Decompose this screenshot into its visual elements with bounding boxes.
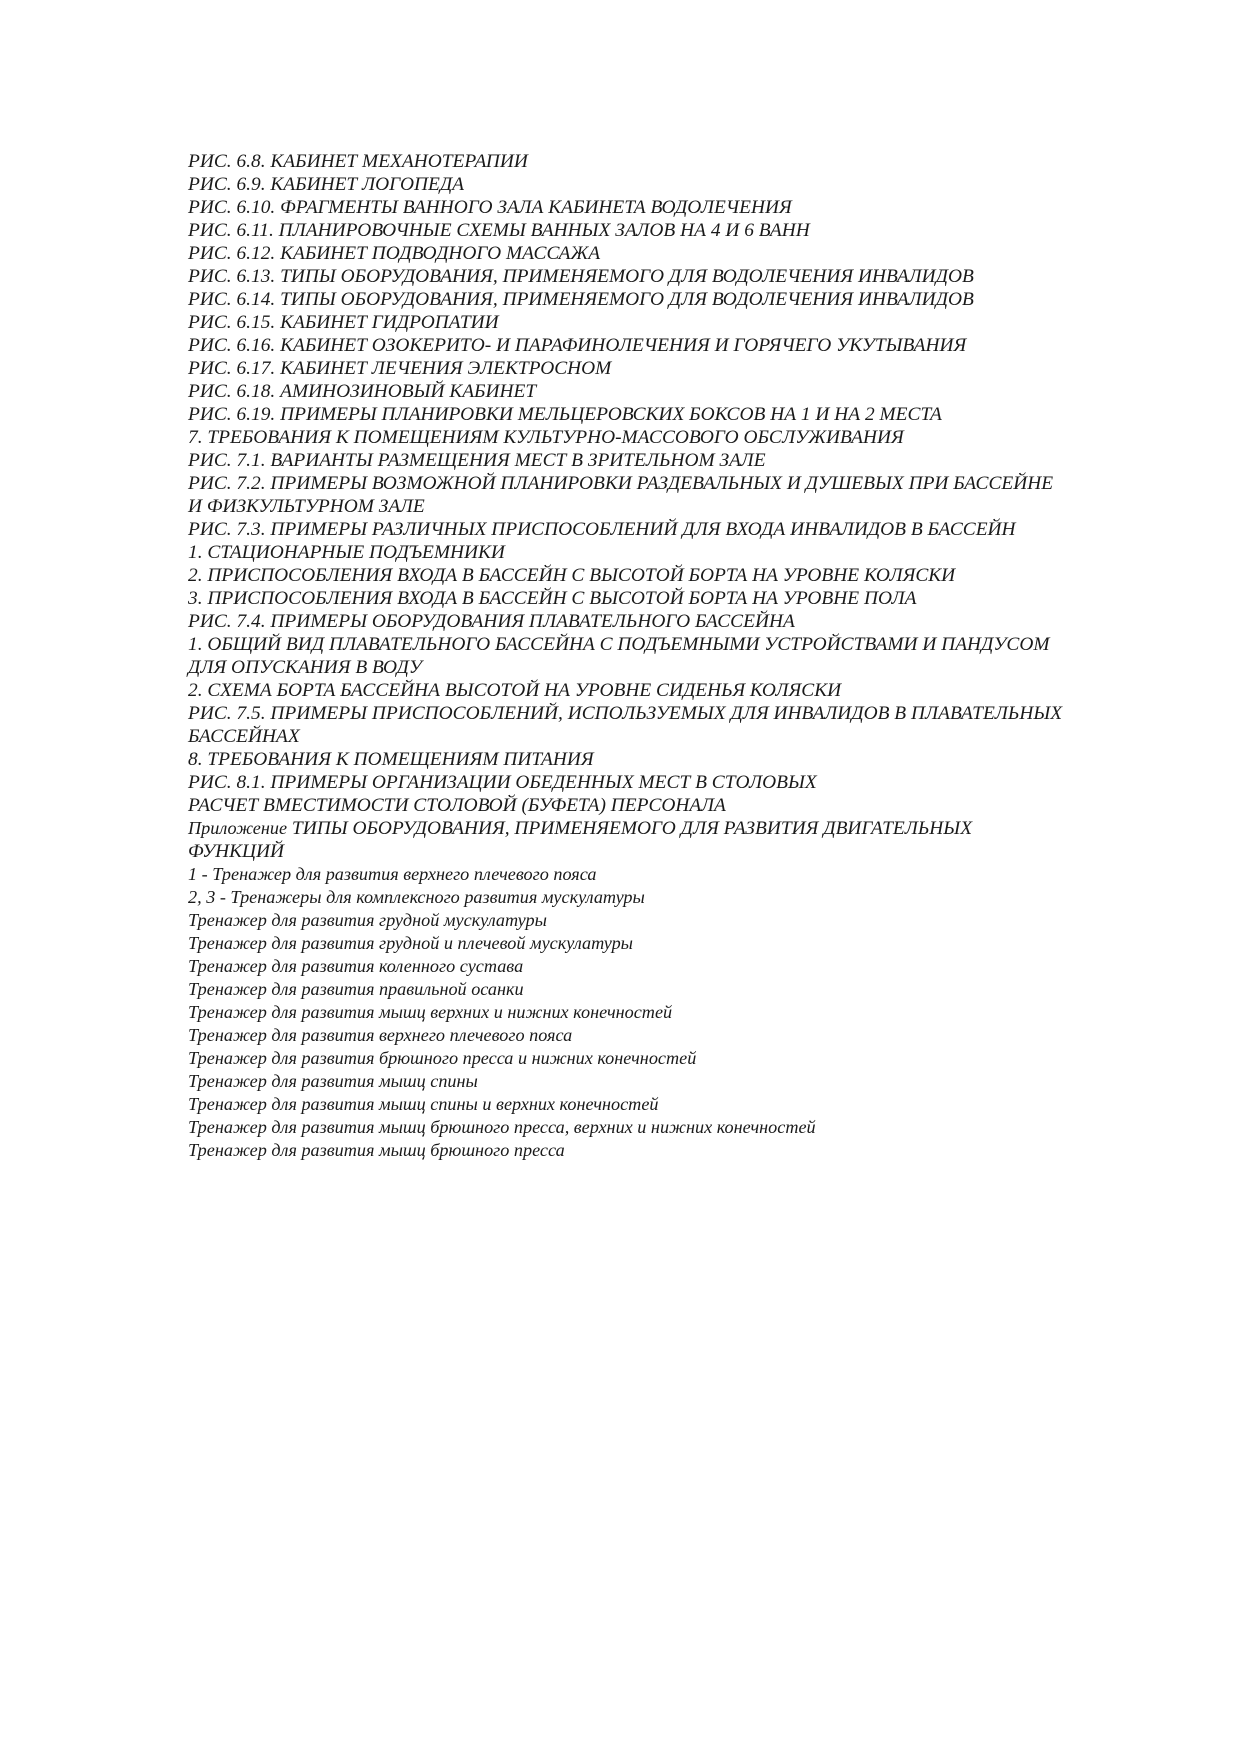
equipment-item[interactable]: Тренажер для развития грудной и плечевой мускулатуры	[188, 933, 633, 953]
toc-entry[interactable]: РИС. 7.1. ВАРИАНТЫ РАЗМЕЩЕНИЯ МЕСТ В ЗРИТЕЛЬНОМ ЗАЛЕ	[188, 450, 766, 471]
toc-entry[interactable]: РИС. 6.13. ТИПЫ ОБОРУДОВАНИЯ, ПРИМЕНЯЕМОГО ДЛЯ ВОДОЛЕЧЕНИЯ ИНВАЛИДОВ	[188, 266, 974, 287]
toc-entry[interactable]: РИС. 6.14. ТИПЫ ОБОРУДОВАНИЯ, ПРИМЕНЯЕМОГО ДЛЯ ВОДОЛЕЧЕНИЯ ИНВАЛИДОВ	[188, 289, 974, 310]
equipment-item[interactable]: Тренажер для развития брюшного пресса и нижних конечностей	[188, 1048, 697, 1068]
toc-entry[interactable]: РИС. 7.4. ПРИМЕРЫ ОБОРУДОВАНИЯ ПЛАВАТЕЛЬНОГО БАССЕЙНА	[188, 611, 795, 632]
toc-entry[interactable]: РИС. 7.2. ПРИМЕРЫ ВОЗМОЖНОЙ ПЛАНИРОВКИ РАЗДЕВАЛЬНЫХ И ДУШЕВЫХ ПРИ БАССЕЙНЕ И ФИЗКУЛЬТУРНОМ ЗАЛЕ	[188, 473, 1054, 517]
toc-subentry[interactable]: 2. ПРИСПОСОБЛЕНИЯ ВХОДА В БАССЕЙН С ВЫСОТОЙ БОРТА НА УРОВНЕ КОЛЯСКИ	[188, 565, 956, 586]
equipment-item[interactable]: Тренажер для развития мышц спины и верхних конечностей	[188, 1094, 659, 1114]
toc-entry[interactable]: РИС. 6.8. КАБИНЕТ МЕХАНОТЕРАПИИ	[188, 151, 528, 172]
appendix-prefix: Приложение	[188, 818, 288, 838]
equipment-item[interactable]: 1 - Тренажер для развития верхнего плечевого пояса	[188, 864, 597, 884]
toc-subentry[interactable]: 2. СХЕМА БОРТА БАССЕЙНА ВЫСОТОЙ НА УРОВНЕ СИДЕНЬЯ КОЛЯСКИ	[188, 680, 842, 701]
equipment-item[interactable]: Тренажер для развития мышц верхних и нижних конечностей	[188, 1002, 673, 1022]
equipment-item[interactable]: Тренажер для развития мышц брюшного пресса	[188, 1140, 565, 1160]
toc-appendix-entry[interactable]	[188, 817, 1068, 863]
toc-subentry[interactable]: 3. ПРИСПОСОБЛЕНИЯ ВХОДА В БАССЕЙН С ВЫСОТОЙ БОРТА НА УРОВНЕ ПОЛА	[188, 588, 917, 609]
equipment-item[interactable]: Тренажер для развития верхнего плечевого пояса	[188, 1025, 573, 1045]
equipment-item[interactable]: Тренажер для развития коленного сустава	[188, 956, 524, 976]
toc-section-heading[interactable]: 8. ТРЕБОВАНИЯ К ПОМЕЩЕНИЯМ ПИТАНИЯ	[188, 749, 594, 770]
toc-subentry[interactable]: 1. СТАЦИОНАРНЫЕ ПОДЪЕМНИКИ	[188, 542, 505, 563]
toc-entry[interactable]: РИС. 6.11. ПЛАНИРОВОЧНЫЕ СХЕМЫ ВАННЫХ ЗАЛОВ НА 4 И 6 ВАНН	[188, 220, 810, 241]
toc-entry[interactable]: РИС. 6.18. АМИНОЗИНОВЫЙ КАБИНЕТ	[188, 381, 537, 402]
toc-entry[interactable]: РИС. 6.10. ФРАГМЕНТЫ ВАННОГО ЗАЛА КАБИНЕТА ВОДОЛЕЧЕНИЯ	[188, 197, 792, 218]
toc-section-heading[interactable]: 7. ТРЕБОВАНИЯ К ПОМЕЩЕНИЯМ КУЛЬТУРНО-МАССОВОГО ОБСЛУЖИВАНИЯ	[188, 427, 904, 448]
toc-entry[interactable]: РИС. 7.3. ПРИМЕРЫ РАЗЛИЧНЫХ ПРИСПОСОБЛЕНИЙ ДЛЯ ВХОДА ИНВАЛИДОВ В БАССЕЙН	[188, 519, 1016, 540]
toc-entry[interactable]: РИС. 6.9. КАБИНЕТ ЛОГОПЕДА	[188, 174, 464, 195]
toc-entry[interactable]: РИС. 6.19. ПРИМЕРЫ ПЛАНИРОВКИ МЕЛЬЦЕРОВСКИХ БОКСОВ НА 1 И НА 2 МЕСТА	[188, 404, 942, 425]
toc-entry[interactable]: РИС. 8.1. ПРИМЕРЫ ОРГАНИЗАЦИИ ОБЕДЕННЫХ МЕСТ В СТОЛОВЫХ	[188, 772, 817, 793]
toc-entry[interactable]: РИС. 6.16. КАБИНЕТ ОЗОКЕРИТО- И ПАРАФИНОЛЕЧЕНИЯ И ГОРЯЧЕГО УКУТЫВАНИЯ	[188, 335, 967, 356]
toc-entry[interactable]: РИС. 7.5. ПРИМЕРЫ ПРИСПОСОБЛЕНИЙ, ИСПОЛЬЗУЕМЫХ ДЛЯ ИНВАЛИДОВ В ПЛАВАТЕЛЬНЫХ БАССЕЙНАХ	[188, 703, 1063, 747]
toc-entry[interactable]: РИС. 6.17. КАБИНЕТ ЛЕЧЕНИЯ ЭЛЕКТРОСНОМ	[188, 358, 612, 379]
equipment-item[interactable]: Тренажер для развития правильной осанки	[188, 979, 524, 999]
equipment-item[interactable]: Тренажер для развития грудной мускулатуры	[188, 910, 547, 930]
appendix-title: ТИПЫ ОБОРУДОВАНИЯ, ПРИМЕНЯЕМОГО ДЛЯ РАЗВИТИЯ ДВИГАТЕЛЬНЫХ ФУНКЦИЙ	[188, 818, 973, 862]
equipment-item[interactable]: Тренажер для развития мышц спины	[188, 1071, 478, 1091]
toc-entry[interactable]: РИС. 6.15. КАБИНЕТ ГИДРОПАТИИ	[188, 312, 499, 333]
equipment-item[interactable]: 2, 3 - Тренажеры для комплексного развития мускулатуры	[188, 887, 645, 907]
equipment-item[interactable]: Тренажер для развития мышц брюшного пресса, верхних и нижних конечностей	[188, 1117, 816, 1137]
toc-subentry[interactable]: 1. ОБЩИЙ ВИД ПЛАВАТЕЛЬНОГО БАССЕЙНА С ПОДЪЕМНЫМИ УСТРОЙСТВАМИ И ПАНДУСОМ ДЛЯ ОПУСКАНИЯ В ВОДУ	[188, 634, 1050, 678]
table-of-contents	[188, 150, 1068, 1162]
toc-entry[interactable]: РИС. 6.12. КАБИНЕТ ПОДВОДНОГО МАССАЖА	[188, 243, 601, 264]
toc-entry[interactable]: РАСЧЕТ ВМЕСТИМОСТИ СТОЛОВОЙ (БУФЕТА) ПЕРСОНАЛА	[188, 795, 726, 816]
